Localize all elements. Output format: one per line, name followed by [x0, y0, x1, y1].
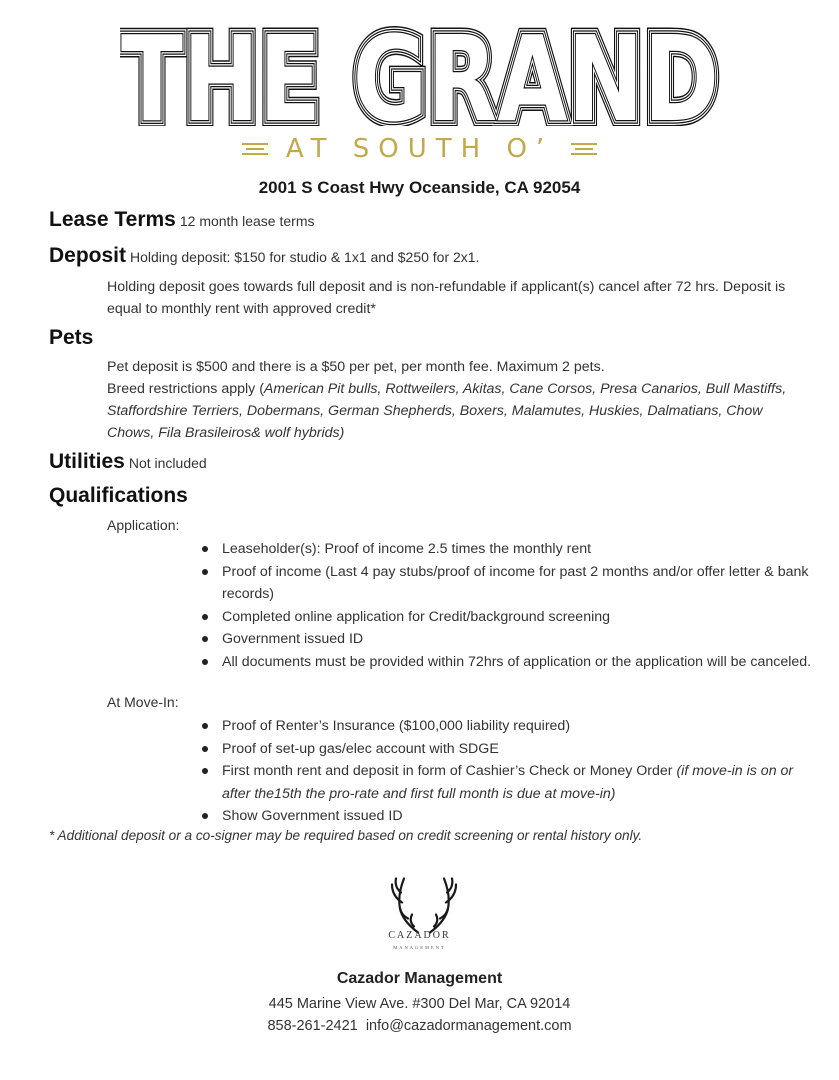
qualifications-title: Qualifications — [49, 484, 188, 507]
list-item: Show Government issued ID — [222, 805, 812, 828]
lease-terms-heading — [49, 208, 314, 232]
logo-subtitle-text: AT SOUTH O’ — [285, 134, 554, 164]
deposit-heading — [49, 244, 479, 268]
application-label: Application: — [107, 517, 180, 533]
svg-text:THE GRAND: THE GRAND — [121, 26, 719, 126]
breed-prefix: Breed restrictions apply ( — [107, 381, 264, 397]
list-item: Government issued ID — [222, 628, 812, 651]
pets-title: Pets — [49, 326, 94, 349]
company-email: info@cazadormanagement.com — [365, 1018, 572, 1034]
utilities-text: Not included — [128, 455, 207, 471]
utilities-heading — [49, 450, 207, 474]
svg-text:THE GRAND: THE GRAND — [121, 26, 719, 126]
lease-terms-title: Lease Terms — [49, 208, 176, 231]
company-contact — [0, 1018, 839, 1034]
company-phone: 858-261-2421 — [267, 1018, 358, 1034]
cazador-logo-subword: MANAGEMENT — [393, 945, 446, 950]
list-item: Leaseholder(s): Proof of income 2.5 times the monthly rent — [222, 538, 812, 561]
pets-detail — [107, 356, 797, 444]
footnote: * Additional deposit or a co-signer may be required based on credit screening or rental history only. — [49, 828, 643, 843]
lease-terms-text: 12 month lease terms — [179, 213, 315, 229]
deposit-inline-text: Holding deposit: $150 for studio & 1x1 and $250 for 2x1. — [130, 249, 480, 265]
deposit-title: Deposit — [49, 244, 127, 267]
company-name: Cazador Management — [336, 970, 503, 987]
property-address: 2001 S Coast Hwy Oceanside, CA 92054 — [258, 178, 581, 197]
decorative-dash-left — [242, 140, 268, 158]
decorative-dash-right — [571, 140, 597, 158]
svg-text:THE GRAND: THE GRAND — [121, 26, 719, 126]
cazador-logo-word: CAZADOR — [388, 930, 451, 941]
utilities-title: Utilities — [49, 450, 125, 473]
move-in-list — [222, 715, 812, 828]
list-item: Proof of income (Last 4 pay stubs/proof of income for past 2 months and/or offer letter & bank records) — [222, 561, 812, 606]
payment-note: (if move-in is on or after the15th the pro-rate and first full month is due at move-in) — [222, 763, 794, 802]
move-in-label: At Move-In: — [107, 694, 179, 710]
application-list — [222, 538, 812, 673]
breed-restrictions — [107, 378, 797, 444]
svg-text:THE GRAND: THE GRAND — [121, 26, 719, 126]
pet-deposit-text: Pet deposit is $500 and there is a $50 per pet, per month fee. Maximum 2 pets. — [107, 359, 605, 375]
list-item: Proof of Renter’s Insurance ($100,000 liability required) — [222, 715, 812, 738]
the-grand-logo — [120, 26, 720, 126]
pets-heading — [49, 326, 93, 350]
company-address: 445 Marine View Ave. #300 Del Mar, CA 92014 — [268, 996, 571, 1012]
logo-subtitle — [0, 134, 839, 164]
payment-text: First month rent and deposit in form of Cashier’s Check or Money Order — [222, 763, 677, 779]
deposit-detail: Holding deposit goes towards full deposit and is non-refundable if applicant(s) cancel after 72 hrs. Deposit is equal to monthly rent with approved credit* — [107, 279, 786, 317]
svg-text:THE GRAND: THE GRAND — [121, 26, 719, 126]
svg-text:THE GRAND: THE GRAND — [121, 26, 719, 126]
list-item: Proof of set-up gas/elec account with SDGE — [222, 738, 812, 761]
breed-list: American Pit bulls, Rottweilers, Akitas, Cane Corsos, Presa Canarios, Bull Mastiffs, Staffordshire Terriers, Dobermans, German Shepherds, Boxers, Malamutes, Huskies, Dalmatians, Chow Chows, Fila Brasileiros& wolf hybrids) — [107, 381, 787, 441]
list-item: Completed online application for Credit/background screening — [222, 606, 812, 629]
antler-logo-icon — [384, 862, 464, 957]
list-item: All documents must be provided within 72hrs of application or the application will be canceled. — [222, 651, 812, 674]
list-item — [222, 760, 812, 805]
qualifications-heading — [49, 484, 188, 508]
